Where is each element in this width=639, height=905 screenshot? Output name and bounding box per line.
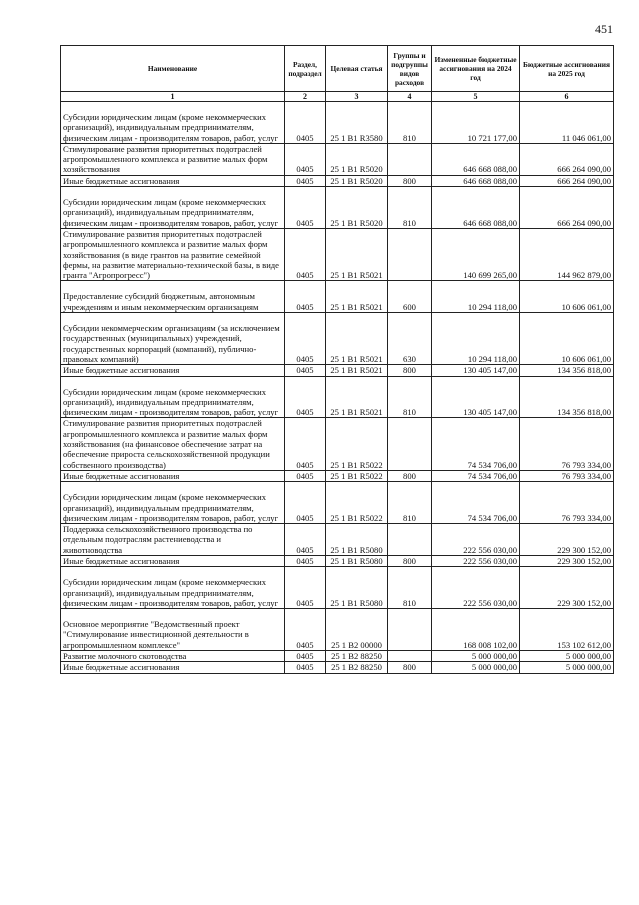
row-article: 25 1 B2 00000	[326, 609, 388, 651]
row-group: 810	[388, 102, 432, 144]
row-value-2025: 76 793 334,00	[520, 482, 614, 524]
row-section: 0405	[285, 482, 326, 524]
row-section: 0405	[285, 376, 326, 418]
row-name: Основное мероприятие "Ведомственный проект "Стимулирование инвестиционной деятельности в агропромышленном комплексе"	[61, 609, 285, 651]
table-row	[61, 662, 614, 673]
row-name: Субсидии юридическим лицам (кроме некоммерческих организаций), индивидуальным предпринимателям, физическим лицам - производителям товаров, работ, услуг	[61, 567, 285, 609]
row-name: Иные бюджетные ассигнования	[61, 662, 285, 673]
row-name: Поддержка сельскохозяйственного производства по отдельным подотраслям растениеводства и животноводства	[61, 524, 285, 556]
row-article: 25 1 B1 R3580	[326, 102, 388, 144]
row-section: 0405	[285, 365, 326, 376]
row-article: 25 1 B1 R5022	[326, 470, 388, 481]
row-value-2024: 222 556 030,00	[432, 567, 520, 609]
row-article: 25 1 B1 R5021	[326, 376, 388, 418]
table-row	[61, 609, 614, 651]
row-article: 25 1 B1 R5022	[326, 418, 388, 470]
row-value-2025: 10 606 061,00	[520, 313, 614, 365]
row-name: Стимулирование развития приоритетных подотраслей агропромышленного комплекса и развитие малых форм хозяйствования (на финансовое обеспечение затрат на обеспечение прироста сельскохозяйственной продукции собственного производства)	[61, 418, 285, 470]
header-article: Целевая статья	[326, 46, 388, 92]
row-value-2024: 74 534 706,00	[432, 482, 520, 524]
row-article: 25 1 B1 R5021	[326, 228, 388, 280]
row-article: 25 1 B2 88250	[326, 662, 388, 673]
header-row	[61, 46, 614, 92]
row-section: 0405	[285, 228, 326, 280]
table-row	[61, 567, 614, 609]
row-group: 600	[388, 281, 432, 313]
row-value-2024: 130 405 147,00	[432, 365, 520, 376]
column-number: 4	[388, 92, 432, 102]
row-section: 0405	[285, 175, 326, 186]
row-article: 25 1 B1 R5080	[326, 524, 388, 556]
table-row	[61, 555, 614, 566]
row-name: Стимулирование развития приоритетных подотраслей агропромышленного комплекса и развитие малых форм хозяйствования (в виде грантов на развитие семейной фермы, на развитие материально-технической базы, в виде гранта "Агропрогресс")	[61, 228, 285, 280]
row-name: Иные бюджетные ассигнования	[61, 555, 285, 566]
row-section: 0405	[285, 555, 326, 566]
row-value-2025: 10 606 061,00	[520, 281, 614, 313]
row-value-2025: 134 356 818,00	[520, 376, 614, 418]
row-name: Субсидии юридическим лицам (кроме некоммерческих организаций), индивидуальным предпринимателям, физическим лицам - производителям товаров, работ, услуг	[61, 187, 285, 229]
row-group: 800	[388, 555, 432, 566]
column-number: 2	[285, 92, 326, 102]
row-group: 810	[388, 482, 432, 524]
row-value-2024: 74 534 706,00	[432, 470, 520, 481]
column-number: 6	[520, 92, 614, 102]
row-value-2024: 10 294 118,00	[432, 281, 520, 313]
row-value-2024: 130 405 147,00	[432, 376, 520, 418]
row-value-2024: 140 699 265,00	[432, 228, 520, 280]
table-row	[61, 228, 614, 280]
row-group	[388, 228, 432, 280]
row-article: 25 1 B1 R5080	[326, 555, 388, 566]
row-name: Субсидии некоммерческим организациям (за исключением государственных (муниципальных) учреждений, государственных корпораций (компаний), публично-правовых компаний)	[61, 313, 285, 365]
row-name: Развитие молочного скотоводства	[61, 651, 285, 662]
row-article: 25 1 B1 R5020	[326, 175, 388, 186]
row-value-2025: 134 356 818,00	[520, 365, 614, 376]
row-value-2025: 153 102 612,00	[520, 609, 614, 651]
row-article: 25 1 B1 R5021	[326, 281, 388, 313]
row-name: Предоставление субсидий бюджетным, автономным учреждениям и иным некоммерческим организациям	[61, 281, 285, 313]
table-row	[61, 143, 614, 175]
row-value-2024: 222 556 030,00	[432, 524, 520, 556]
row-value-2025: 666 264 090,00	[520, 143, 614, 175]
row-section: 0405	[285, 609, 326, 651]
table-row	[61, 187, 614, 229]
row-article: 25 1 B1 R5020	[326, 187, 388, 229]
row-section: 0405	[285, 524, 326, 556]
row-value-2024: 5 000 000,00	[432, 662, 520, 673]
column-number: 5	[432, 92, 520, 102]
row-value-2024: 10 294 118,00	[432, 313, 520, 365]
row-group: 800	[388, 365, 432, 376]
row-group: 810	[388, 376, 432, 418]
table-row	[61, 482, 614, 524]
column-number: 1	[61, 92, 285, 102]
row-group	[388, 609, 432, 651]
row-value-2024: 646 668 088,00	[432, 187, 520, 229]
row-name: Субсидии юридическим лицам (кроме некоммерческих организаций), индивидуальным предпринимателям, физическим лицам - производителям товаров, работ, услуг	[61, 102, 285, 144]
row-article: 25 1 B1 R5080	[326, 567, 388, 609]
row-value-2024: 5 000 000,00	[432, 651, 520, 662]
row-article: 25 1 B1 R5021	[326, 365, 388, 376]
row-group: 810	[388, 567, 432, 609]
table-row	[61, 102, 614, 144]
row-name: Иные бюджетные ассигнования	[61, 365, 285, 376]
table-row	[61, 365, 614, 376]
row-group: 800	[388, 175, 432, 186]
row-section: 0405	[285, 418, 326, 470]
row-section: 0405	[285, 313, 326, 365]
row-value-2025: 229 300 152,00	[520, 524, 614, 556]
row-value-2025: 229 300 152,00	[520, 567, 614, 609]
row-value-2025: 5 000 000,00	[520, 651, 614, 662]
row-name: Субсидии юридическим лицам (кроме некоммерческих организаций), индивидуальным предпринимателям, физическим лицам - производителям товаров, работ, услуг	[61, 482, 285, 524]
column-number: 3	[326, 92, 388, 102]
row-group: 800	[388, 662, 432, 673]
row-group: 800	[388, 470, 432, 481]
row-article: 25 1 B1 R5022	[326, 482, 388, 524]
row-value-2025: 11 046 061,00	[520, 102, 614, 144]
row-name: Стимулирование развития приоритетных подотраслей агропромышленного комплекса и развитие малых форм хозяйствования	[61, 143, 285, 175]
table-body	[61, 102, 614, 674]
row-section: 0405	[285, 187, 326, 229]
row-section: 0405	[285, 651, 326, 662]
row-group	[388, 524, 432, 556]
row-article: 25 1 B1 R5021	[326, 313, 388, 365]
row-value-2024: 74 534 706,00	[432, 418, 520, 470]
row-value-2024: 10 721 177,00	[432, 102, 520, 144]
row-group	[388, 418, 432, 470]
row-section: 0405	[285, 567, 326, 609]
column-number-row	[61, 92, 614, 102]
row-section: 0405	[285, 102, 326, 144]
table-row	[61, 175, 614, 186]
header-2025: Бюджетные ассигнования на 2025 год	[520, 46, 614, 92]
row-section: 0405	[285, 143, 326, 175]
row-value-2025: 144 962 879,00	[520, 228, 614, 280]
header-2024: Измененные бюджетные ассигнования на 2024 год	[432, 46, 520, 92]
row-name: Иные бюджетные ассигнования	[61, 175, 285, 186]
row-value-2024: 168 008 102,00	[432, 609, 520, 651]
row-value-2025: 76 793 334,00	[520, 418, 614, 470]
row-section: 0405	[285, 281, 326, 313]
row-article: 25 1 B1 R5020	[326, 143, 388, 175]
table-row	[61, 281, 614, 313]
row-value-2025: 5 000 000,00	[520, 662, 614, 673]
row-value-2025: 666 264 090,00	[520, 175, 614, 186]
row-value-2025: 229 300 152,00	[520, 555, 614, 566]
table-row	[61, 651, 614, 662]
row-value-2025: 666 264 090,00	[520, 187, 614, 229]
table-row	[61, 470, 614, 481]
row-value-2024: 646 668 088,00	[432, 175, 520, 186]
row-section: 0405	[285, 470, 326, 481]
row-value-2024: 222 556 030,00	[432, 555, 520, 566]
row-name: Иные бюджетные ассигнования	[61, 470, 285, 481]
row-value-2024: 646 668 088,00	[432, 143, 520, 175]
table-row	[61, 418, 614, 470]
row-group	[388, 143, 432, 175]
header-section: Раздел, подраздел	[285, 46, 326, 92]
row-group: 810	[388, 187, 432, 229]
page-number: 451	[595, 22, 613, 36]
row-name: Субсидии юридическим лицам (кроме некоммерческих организаций), индивидуальным предпринимателям, физическим лицам - производителям товаров, работ, услуг	[61, 376, 285, 418]
table-row	[61, 313, 614, 365]
row-group	[388, 651, 432, 662]
header-name: Наименование	[61, 46, 285, 92]
row-group: 630	[388, 313, 432, 365]
row-value-2025: 76 793 334,00	[520, 470, 614, 481]
table-row	[61, 524, 614, 556]
row-section: 0405	[285, 662, 326, 673]
row-article: 25 1 B2 88250	[326, 651, 388, 662]
table-row	[61, 376, 614, 418]
header-group: Группы и подгруппы видов расходов	[388, 46, 432, 92]
budget-table	[60, 45, 614, 674]
